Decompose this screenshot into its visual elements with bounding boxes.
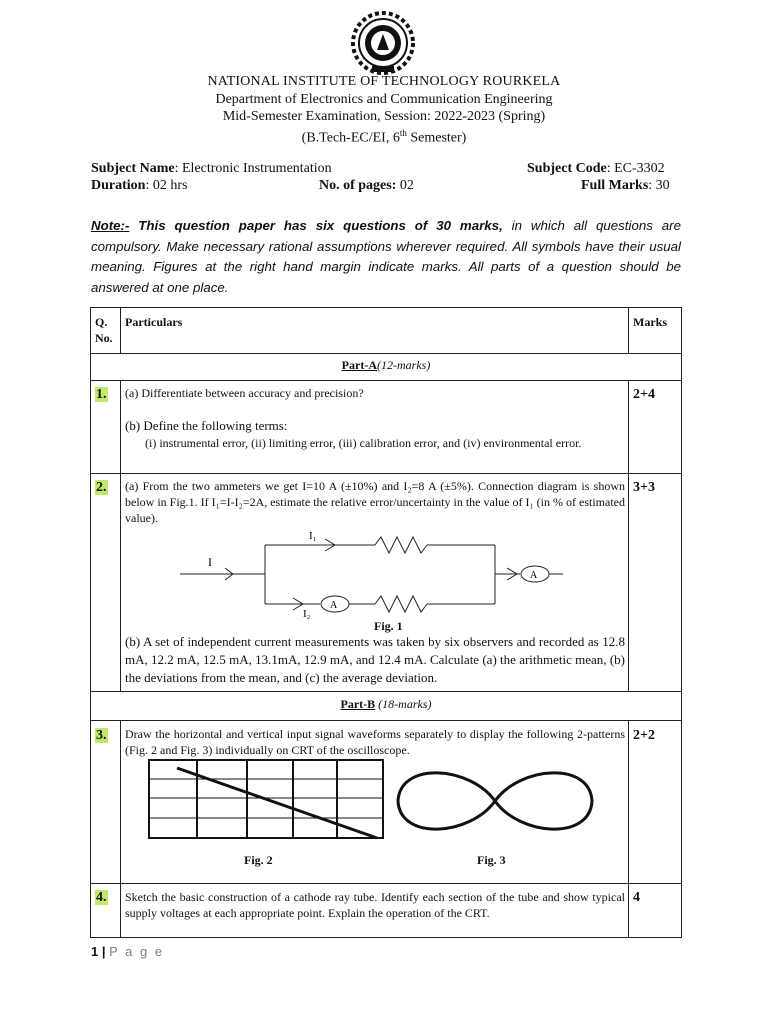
q1-part-b: (b) Define the following terms: (125, 418, 288, 433)
full-marks: Full Marks: 30 (581, 178, 670, 193)
fig3-lissajous-pattern (390, 756, 600, 846)
q2-part-b: (b) A set of independent current measurements was taken by six observers and recorded as 12.8 mA, 12.2 mA, 12.5 mA, 13.1mA, 12.9 mA, and 12.4 mA. Calculate (a) the arithmetic mean, (b) the deviations from the mean, and (c) the average deviation. (125, 634, 625, 685)
q1-marks: 2+4 (633, 387, 655, 402)
question-table (90, 307, 682, 937)
column-header-qno: Q. No. (95, 315, 113, 345)
fig1-label-i: I (208, 555, 212, 569)
q2-part-a: (a) From the two ammeters we get I=10 A (±10%) and I₂=8 A (±5%). Connection diagram is shown below in Fig.1. If I₁=I-I₂=2A, estimate the relative error/uncertainty in the value of I₁ (in % of estimated value). (125, 479, 625, 525)
part-a-heading: Part-A(12-marks) (341, 358, 431, 372)
fig1-label-i2: I₂ (303, 608, 311, 619)
fig1-circuit-diagram (175, 529, 565, 619)
program-line: (B.Tech-EC/EI, 6th Semester) (301, 128, 467, 146)
fig2-grid-pattern (147, 758, 387, 840)
page-count: No. of pages: 02 (319, 178, 414, 193)
question-number-4: 4. (96, 890, 107, 905)
q3-marks: 2+2 (633, 728, 655, 743)
q1-part-b-items: (i) instrumental error, (ii) limiting error, (iii) calibration error, and (iv) environmental error. (145, 436, 582, 450)
fig2-caption: Fig. 2 (244, 853, 273, 867)
q4-text: Sketch the basic construction of a cathode ray tube. Identify each section of the tube and show typical supply voltages at each appropriate point. Explain the operation of the CRT. (125, 890, 625, 920)
fig1-ammeter-2: A (530, 570, 538, 581)
department-name: Department of Electronics and Communication Engineering (215, 92, 553, 107)
exam-title: Mid-Semester Examination, Session: 2022-2023 (Spring) (222, 109, 546, 124)
institute-logo-icon (350, 10, 416, 76)
page-footer: 1 | P a g e (91, 944, 165, 959)
institute-name: NATIONAL INSTITUTE OF TECHNOLOGY ROURKELA (207, 74, 561, 89)
fig1-label-i1: I₁ (309, 530, 317, 542)
fig1-ammeter-1: A (330, 600, 338, 611)
fig3-caption: Fig. 3 (477, 853, 506, 867)
subject-name: Subject Name: Electronic Instrumentation (91, 161, 332, 176)
question-number-1: 1. (96, 387, 107, 402)
duration: Duration: 02 hrs (91, 178, 188, 193)
q1-part-a: (a) Differentiate between accuracy and precision? (125, 386, 364, 400)
q2-marks: 3+3 (633, 480, 655, 495)
q4-marks: 4 (633, 890, 640, 905)
fig1-caption: Fig. 1 (374, 619, 403, 633)
part-b-heading: Part-B (18-marks) (340, 697, 432, 711)
column-header-particulars: Particulars (125, 315, 183, 329)
subject-code: Subject Code: EC-3302 (527, 161, 665, 176)
question-number-3: 3. (96, 728, 107, 743)
instructions-note: Note:- This question paper has six questions of 30 marks, in which all questions are compulsory. Make necessary rational assumptions wherever required. All symbols have their usual meaning. Figures at the right hand margin indicate marks. All parts of a question should be answered at one place. (91, 218, 681, 295)
q3-text: Draw the horizontal and vertical input signal waveforms separately to display the following 2-patterns (Fig. 2 and Fig. 3) individually on CRT of the oscilloscope. (125, 727, 625, 757)
question-number-2: 2. (96, 480, 107, 495)
column-header-marks: Marks (633, 315, 667, 329)
